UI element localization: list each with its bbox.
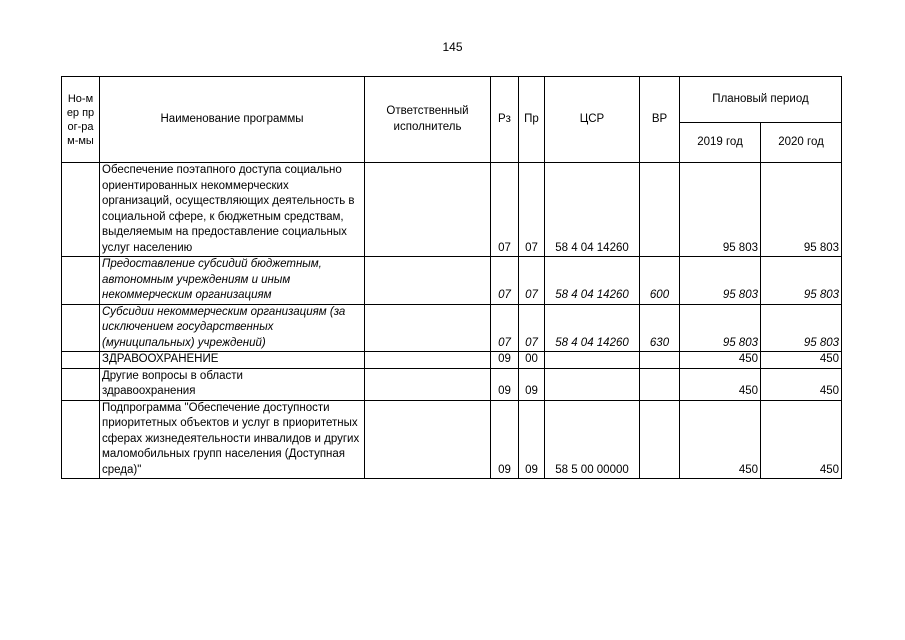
cell-pr: 07 bbox=[519, 163, 545, 257]
cell-csr bbox=[545, 352, 640, 369]
cell-rz: 09 bbox=[491, 400, 519, 479]
table-row bbox=[62, 304, 842, 352]
cell-vr bbox=[640, 368, 680, 400]
header-responsible: Ответственный исполнитель bbox=[365, 77, 491, 163]
cell-number bbox=[62, 352, 100, 369]
cell-csr bbox=[545, 368, 640, 400]
cell-rz: 09 bbox=[491, 352, 519, 369]
table-row bbox=[62, 368, 842, 400]
cell-responsible bbox=[365, 304, 491, 352]
cell-number bbox=[62, 304, 100, 352]
cell-vr bbox=[640, 352, 680, 369]
cell-pr: 09 bbox=[519, 368, 545, 400]
cell-rz: 09 bbox=[491, 368, 519, 400]
header-year-2019: 2019 год bbox=[680, 123, 761, 163]
cell-2019: 450 bbox=[680, 368, 761, 400]
cell-responsible bbox=[365, 368, 491, 400]
cell-responsible bbox=[365, 163, 491, 257]
cell-vr bbox=[640, 400, 680, 479]
header-rz: Рз bbox=[491, 77, 519, 163]
cell-pr: 07 bbox=[519, 257, 545, 305]
table-row bbox=[62, 400, 842, 479]
cell-program-name: Субсидии некоммерческим организациям (за исключением государственных (муниципальных) учреждений) bbox=[100, 304, 365, 352]
cell-responsible bbox=[365, 257, 491, 305]
cell-responsible bbox=[365, 400, 491, 479]
cell-program-name: Предоставление субсидий бюджетным, автономным учреждениям и иным некоммерческим организациям bbox=[100, 257, 365, 305]
cell-pr: 00 bbox=[519, 352, 545, 369]
budget-table bbox=[61, 76, 842, 479]
header-program-name: Наименование программы bbox=[100, 77, 365, 163]
cell-number bbox=[62, 257, 100, 305]
header-csr: ЦСР bbox=[545, 77, 640, 163]
cell-csr: 58 5 00 00000 bbox=[545, 400, 640, 479]
table-row bbox=[62, 257, 842, 305]
cell-program-name: Другие вопросы в области здравоохранения bbox=[100, 368, 365, 400]
table-row bbox=[62, 352, 842, 369]
cell-vr: 630 bbox=[640, 304, 680, 352]
cell-responsible bbox=[365, 352, 491, 369]
cell-rz: 07 bbox=[491, 304, 519, 352]
cell-2020: 450 bbox=[761, 400, 842, 479]
header-planning-period: Плановый период bbox=[680, 77, 842, 123]
header-program-number: Но-мер прог-рам-мы bbox=[62, 77, 100, 163]
cell-2020: 450 bbox=[761, 368, 842, 400]
cell-vr: 600 bbox=[640, 257, 680, 305]
cell-rz: 07 bbox=[491, 257, 519, 305]
cell-vr bbox=[640, 163, 680, 257]
cell-number bbox=[62, 163, 100, 257]
cell-rz: 07 bbox=[491, 163, 519, 257]
cell-program-name: Обеспечение поэтапного доступа социально ориентированных некоммерческих организаций, осуществляющих деятельность в социальной сфере, к бюджетным средствам, выделяемым на предоставление социальных услуг населению bbox=[100, 163, 365, 257]
cell-pr: 09 bbox=[519, 400, 545, 479]
cell-pr: 07 bbox=[519, 304, 545, 352]
cell-2020: 95 803 bbox=[761, 257, 842, 305]
table-row bbox=[62, 163, 842, 257]
header-year-2020: 2020 год bbox=[761, 123, 842, 163]
cell-2019: 95 803 bbox=[680, 257, 761, 305]
cell-number bbox=[62, 400, 100, 479]
page-number: 145 bbox=[442, 40, 463, 54]
header-pr: Пр bbox=[519, 77, 545, 163]
cell-2019: 95 803 bbox=[680, 304, 761, 352]
cell-number bbox=[62, 368, 100, 400]
cell-2019: 95 803 bbox=[680, 163, 761, 257]
cell-2020: 450 bbox=[761, 352, 842, 369]
cell-csr: 58 4 04 14260 bbox=[545, 163, 640, 257]
cell-2020: 95 803 bbox=[761, 304, 842, 352]
cell-2019: 450 bbox=[680, 352, 761, 369]
cell-csr: 58 4 04 14260 bbox=[545, 257, 640, 305]
header-vr: ВР bbox=[640, 77, 680, 163]
cell-program-name: ЗДРАВООХРАНЕНИЕ bbox=[100, 352, 365, 369]
cell-2020: 95 803 bbox=[761, 163, 842, 257]
cell-2019: 450 bbox=[680, 400, 761, 479]
cell-program-name: Подпрограмма "Обеспечение доступности приоритетных объектов и услуг в приоритетных сферах жизнедеятельности инвалидов и других маломобильных групп населения (Доступная среда)" bbox=[100, 400, 365, 479]
cell-csr: 58 4 04 14260 bbox=[545, 304, 640, 352]
